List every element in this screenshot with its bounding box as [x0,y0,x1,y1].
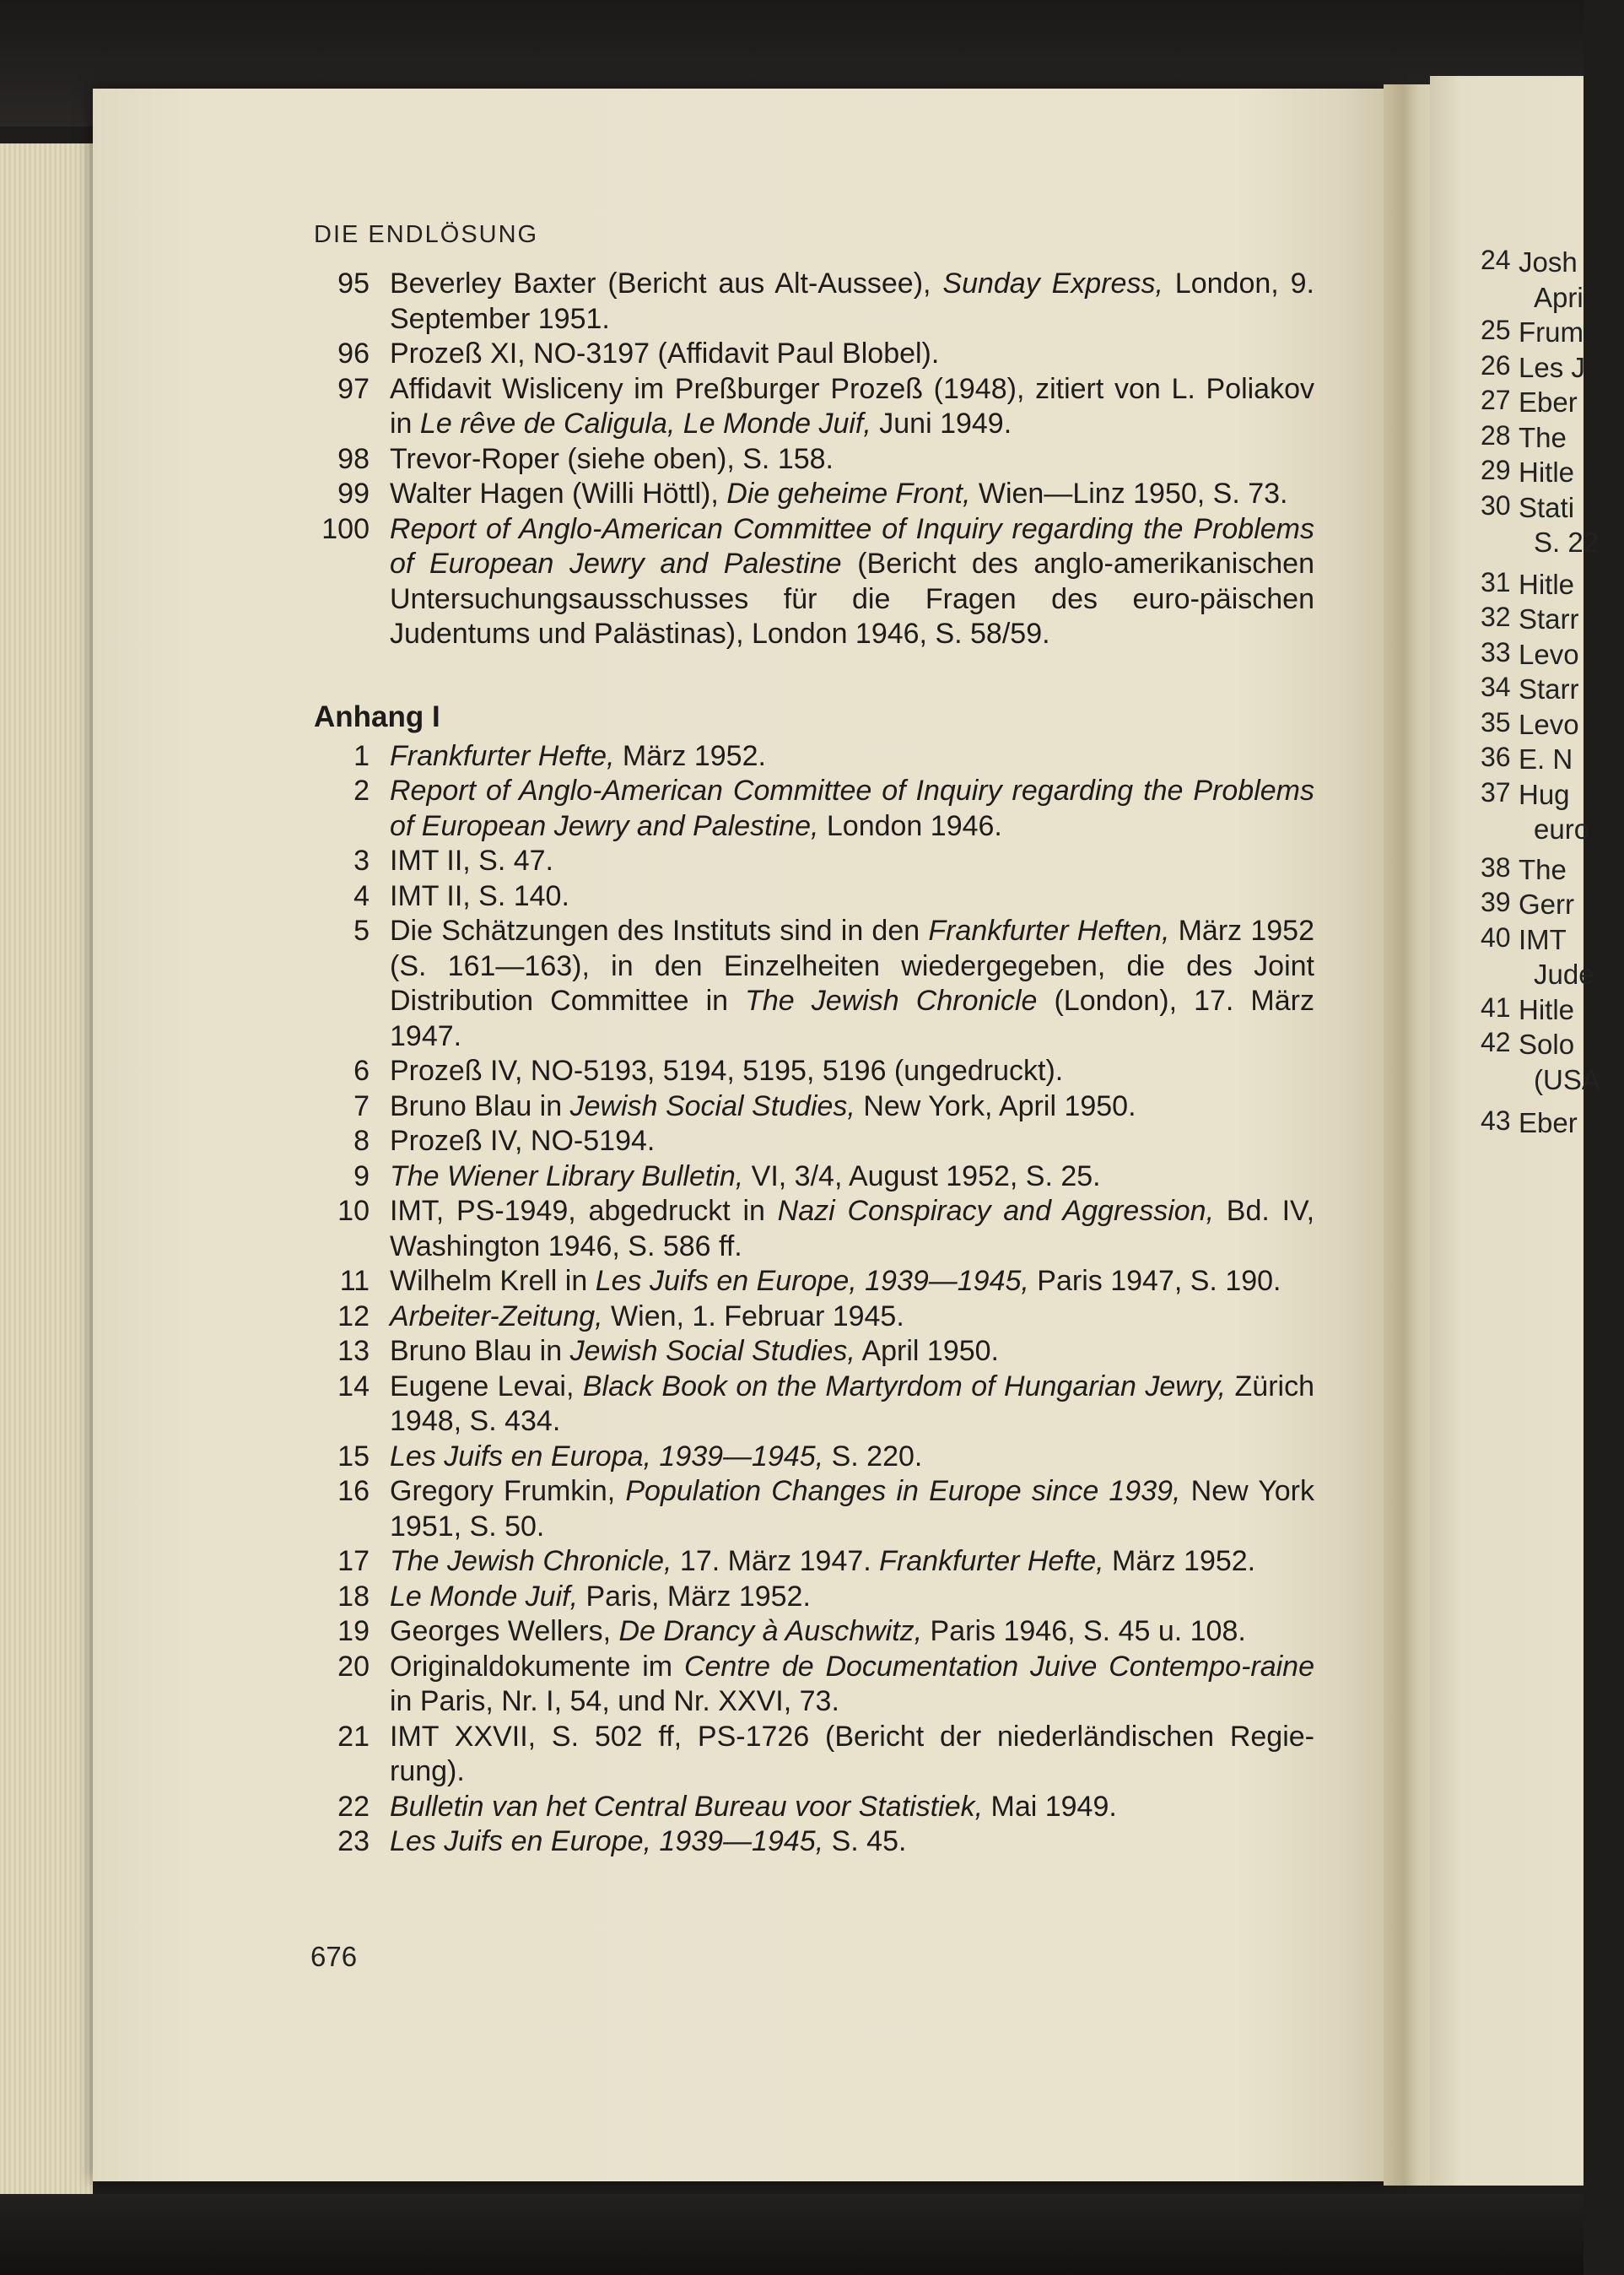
footnote-title-italic: Population Changes in Europe since 1939, [625,1475,1181,1507]
right-footnote-text: Eber [1519,386,1578,418]
footnote [314,1124,1314,1159]
footnote-number: 8 [353,1125,370,1157]
right-footnote-text: Levo [1519,708,1579,740]
footnote-text: März 1952. [614,739,766,772]
right-footnote-number: 31 [1481,566,1511,597]
footnote [314,1194,1314,1264]
right-footnote-text: Starr [1519,603,1579,635]
footnote-title-italic: Le Monde Juif, [390,1580,579,1613]
footnote [314,1720,1314,1790]
footnote-title-italic: The Wiener Library Bulletin, [390,1159,744,1192]
footnote-title-italic: Les Juifs en Europa, 1939—1945, [390,1440,824,1473]
footnote-text: IMT II, S. 47. [390,845,553,877]
footnote-text: März 1952. [1103,1545,1256,1577]
footnote-text: Prozeß IV, NO-5193, 5194, 5195, 5196 (ungedruckt). [390,1055,1064,1087]
footnote-text: Mai 1949. [983,1790,1117,1823]
footnote-text: New York 1951, S. 50. [390,1475,1314,1543]
footnote [314,477,1314,512]
footnote-text: März 1952 (S. 161—163), in den Einzelheiten wiedergegeben, die des Joint Distribution Committee in [390,915,1314,1017]
footnote-number: 15 [337,1440,370,1473]
notes-content [314,267,1314,1860]
footnote [314,1159,1314,1195]
footnote-text: Wien, 1. Februar 1945. [602,1300,904,1332]
footnote-title-italic: Sunday Express, [942,267,1163,300]
footnote-text: (London), 17. März 1947. [390,985,1314,1052]
footnote-number: 9 [353,1159,370,1192]
footnote-number: 22 [337,1790,370,1823]
footnote-title-italic: Frankfurter Hefte, [879,1545,1104,1577]
footnote-text: Originaldokumente im [390,1650,684,1683]
notes-top-list [314,267,1314,652]
footnote-text: London, 9. September 1951. [390,267,1314,335]
footnote [314,1790,1314,1825]
right-footnote-text: (USA [1534,1063,1600,1095]
right-footnote-text: Eber [1519,1107,1578,1138]
right-footnote-text: Apri [1534,281,1584,313]
footnote [314,1054,1314,1089]
footnote-title-italic: Black Book on the Martyrdom of Hungarian Jewry, [582,1370,1227,1402]
right-footnote-number: 27 [1481,385,1511,415]
footnote-title-italic: Centre de Documentation Juive Contempo-raine [683,1650,1314,1683]
footnote-text: Bd. IV, Washington 1946, S. 586 ff. [390,1195,1315,1262]
footnote-text: Wien—Linz 1950, S. 73. [970,478,1288,510]
footnote [314,1089,1314,1125]
footnote-text: Zürich 1948, S. 434. [390,1370,1314,1437]
footnote [314,1474,1314,1544]
footnote [314,844,1314,879]
footnote [314,1544,1314,1580]
footnote [314,774,1314,844]
right-footnote-number: 36 [1481,742,1511,772]
footnote [314,1370,1314,1440]
footnote-text: IMT, PS-1949, abgedruckt in [390,1195,778,1227]
footnote-text: Eugene Levai, [390,1370,583,1402]
footnote [314,1824,1314,1860]
right-footnote-text: Hitle [1519,457,1575,488]
footnote-title-italic: The Jewish Chronicle, [390,1545,672,1577]
footnote [314,512,1314,652]
footnote-number: 2 [353,775,370,807]
book-gutter [1384,84,1434,2186]
footnote-number: 7 [353,1089,370,1122]
footnote-title-italic: De Drancy à Auschwitz, [618,1615,923,1647]
right-footnote-number: 32 [1481,602,1511,632]
footnote-number: 5 [353,915,370,947]
footnote-title-italic: Arbeiter-Zeitung, [390,1300,603,1332]
notes-anhang-list [314,739,1314,1860]
footnote-number: 100 [321,512,370,545]
right-footnote-text: euro [1534,813,1590,845]
right-footnote-number: 38 [1481,851,1511,883]
right-footnote-number: 33 [1481,636,1511,667]
footnote-text: in Paris, Nr. I, 54, und Nr. XXVI, 73. [390,1685,839,1717]
footnote-number: 12 [337,1300,370,1332]
footnote-number: 19 [337,1615,370,1647]
right-footnote-text: Levo [1519,638,1579,670]
right-footnote-text: Jude [1534,959,1594,990]
right-footnote-number: 26 [1481,349,1511,381]
right-footnote-text: Hug [1519,778,1570,810]
right-footnote-number: 28 [1481,419,1511,451]
footnote [314,1300,1314,1335]
footnote-number: 18 [337,1580,370,1613]
running-header: DIE ENDLÖSUNG [314,221,539,248]
right-footnote-number: 43 [1481,1105,1511,1136]
footnote-number: 1 [353,739,370,772]
right-footnote-text: Solo [1519,1029,1575,1060]
footnote-number: 10 [337,1195,370,1227]
footnote-text: IMT II, S. 140. [390,879,569,912]
footnote-title-italic: Die geheime Front, [726,478,971,510]
right-footnote-text: The [1519,421,1567,453]
footnote-number: 20 [337,1650,370,1683]
footnote-number: 98 [337,442,370,475]
footnote-number: 97 [337,372,370,405]
footnote-title-italic: Frankfurter Heften, [928,915,1170,947]
footnote-text: Trevor-Roper (siehe oben), S. 158. [390,442,834,475]
footnote-number: 95 [337,267,370,300]
footnote-number: 23 [337,1825,370,1857]
right-footnote-text: IMT [1519,923,1567,955]
footnote-title-italic: Frankfurter Hefte, [390,739,615,772]
right-footnote-number: 42 [1481,1027,1511,1057]
footnote [314,1650,1314,1720]
footnote-number: 6 [353,1055,370,1087]
footnote-text: Paris 1946, S. 45 u. 108. [922,1615,1246,1647]
footnote-text: Prozeß IV, NO-5194. [390,1125,656,1157]
right-footnote-number: 37 [1481,776,1511,808]
footnote-title-italic: Les Juifs en Europe, 1939—1945, [595,1265,1029,1297]
footnote [314,1334,1314,1370]
right-footnote-number: 29 [1481,455,1511,485]
footnote [314,1614,1314,1650]
page-number: 676 [310,1941,358,1972]
right-footnote-text: The [1519,853,1567,885]
footnote-text: Bruno Blau in [390,1089,570,1122]
right-footnote-text: E. N [1519,743,1573,775]
footnote-title-italic: Report of Anglo-American Committee of Inquiry regarding the Problems of European Jewry and Palestine, [390,775,1314,842]
footnote [314,337,1314,372]
footnote-text: London 1946. [818,809,1002,842]
footnote-text: Affidavit Wisliceny im Preßburger Prozeß (1948), zitiert von L. Poliakov in [390,372,1314,440]
right-footnote-text: Hitle [1519,568,1575,600]
footnote-number: 99 [337,478,370,510]
footnote-text: 17. März 1947. [672,1545,880,1577]
footnote-title-italic: Jewish Social Studies, [569,1335,855,1367]
footnote-number: 4 [353,879,370,912]
footnote-number: 17 [337,1545,370,1577]
footnote-text: S. 45. [823,1825,907,1857]
footnote [314,1580,1314,1615]
footnote-text: Bruno Blau in [390,1335,570,1367]
footnote-text: Beverley Baxter (Bericht aus Alt-Aussee), [390,267,943,300]
footnote-text: S. 220. [823,1440,923,1473]
footnote-number: 13 [337,1335,370,1367]
footnote-text: Prozeß XI, NO-3197 (Affidavit Paul Blobel). [390,338,940,370]
book-page-edges [0,143,93,2202]
section-heading: Anhang I [314,700,440,733]
footnote-number: 11 [339,1265,370,1297]
footnote-text: (Bericht des anglo-amerikanischen Untersuchungsausschusses für die Fragen des euro-päischen Judentums und Palästinas), London 1946, S. 58/59. [390,548,1314,650]
footnote-text: New York, April 1950. [855,1089,1136,1122]
footnote-text: VI, 3/4, August 1952, S. 25. [743,1159,1101,1192]
footnote-text: Georges Wellers, [390,1615,619,1647]
footnote [314,914,1314,1054]
footnote [314,442,1314,478]
footnote-title-italic: Report of Anglo-American Committee of Inquiry regarding the Problems of European Jewry and Palestine [390,512,1314,580]
footnote-title-italic: Jewish Social Studies, [569,1089,855,1122]
right-footnote-number: 35 [1481,706,1511,738]
right-footnote-number: 24 [1481,245,1511,275]
right-footnote-text: S. 22 [1534,527,1600,558]
footnote-number: 14 [337,1370,370,1402]
footnote-text: Die Schätzungen des Instituts sind in den [390,915,929,947]
footnote-text: Paris 1947, S. 190. [1028,1265,1281,1297]
right-footnote-number: 40 [1481,921,1511,953]
footnote [314,879,1314,915]
footnote-number: 96 [337,338,370,370]
footnote [314,1440,1314,1475]
footnote-title-italic: Le rêve de Caligula, Le Monde Juif, [419,408,871,440]
right-footnote-number: 34 [1481,672,1511,702]
right-footnote-text: Gerr [1519,889,1574,920]
footnote-title-italic: Bulletin van het Central Bureau voor Statistiek, [390,1790,984,1823]
footnote-text: April 1950. [855,1335,999,1367]
footnote [314,372,1314,442]
footnote-text: Wilhelm Krell in [390,1265,596,1297]
footnote-title-italic: Nazi Conspiracy and Aggression, [777,1195,1215,1227]
footnote [314,739,1314,775]
right-footnote-number: 30 [1481,489,1511,521]
right-footnote-text: Hitle [1519,993,1575,1025]
footnote [314,267,1314,337]
background-bottom [0,2194,1584,2275]
footnote-text: IMT XXVII, S. 502 ff, PS-1726 (Bericht der niederländischen Regie-rung). [390,1720,1314,1787]
footnote-text: Gregory Frumkin, [390,1475,626,1507]
footnote-title-italic: Les Juifs en Europe, 1939—1945, [390,1825,824,1857]
right-footnote-text: Josh [1519,246,1578,278]
footnote-title-italic: The Jewish Chronicle [745,985,1038,1017]
footnote-text: Walter Hagen (Willi Höttl), [390,478,727,510]
footnote [314,1264,1314,1300]
right-footnote-text: Starr [1519,673,1579,705]
footnote-text: Paris, März 1952. [578,1580,811,1613]
footnote-number: 16 [337,1475,370,1507]
right-footnote-number: 25 [1481,315,1511,345]
right-footnote-number: 39 [1481,887,1511,917]
footnote-number: 21 [337,1720,370,1753]
footnote-text: Juni 1949. [871,408,1012,440]
footnote-number: 3 [353,845,370,877]
right-footnote-text: Les J [1519,351,1585,383]
right-footnote-text: Frum [1519,316,1584,348]
right-footnote-text: Stati [1519,491,1575,523]
right-footnote-number: 41 [1481,992,1511,1023]
